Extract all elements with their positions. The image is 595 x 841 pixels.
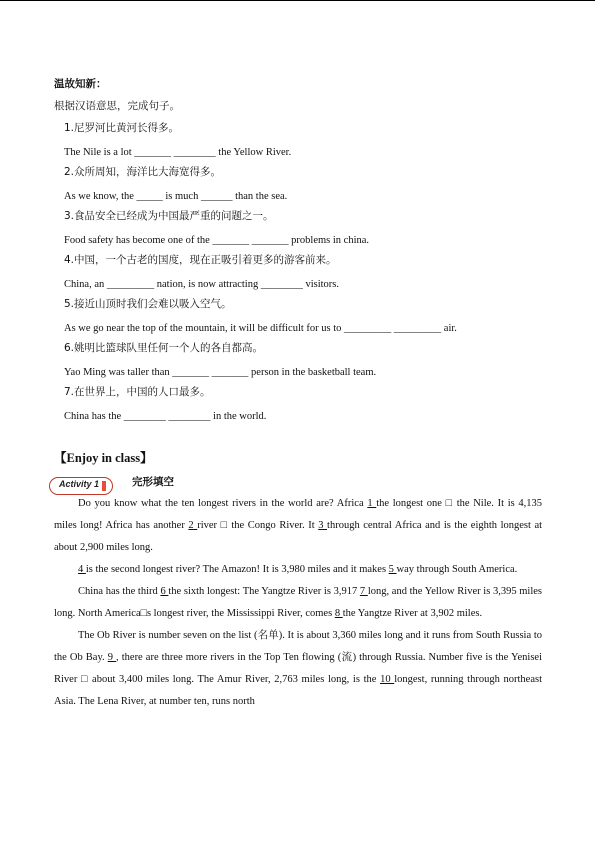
text-run: Do you know what the ten longest rivers in the world are? Africa <box>78 498 368 509</box>
item-5-en: As we go near the top of the mountain, it will be difficult for us to _________ _________ air. <box>64 323 457 334</box>
item-7-zh: 7.在世界上，中国的人口最多。 <box>64 386 211 398</box>
item-1-en: The Nile is a lot _______ ________ the Yellow River. <box>64 147 292 158</box>
text-run: the sixth longest: The Yangtze River is 3,917 <box>168 586 360 597</box>
text-run: The Ob River is number seven on the list (名单). It is about 3,360 miles long and it runs from South Russia to the Ob Bay. <box>54 630 542 663</box>
passage-paragraph-3 <box>54 581 542 625</box>
cloze-passage <box>54 493 542 713</box>
item-6-en: Yao Ming was taller than _______ _______ person in the basketball team. <box>64 367 377 378</box>
item-4-en: China, an _________ nation, is now attracting ________ visitors. <box>64 279 340 290</box>
passage-paragraph-1 <box>54 493 542 559</box>
review-instruction: 根据汉语意思，完成句子。 <box>54 100 180 112</box>
text-run: China has the third <box>78 586 161 597</box>
blank-7: 7 <box>359 586 368 597</box>
item-1-zh: 1.尼罗河比黄河长得多。 <box>64 122 180 134</box>
item-3-en: Food safety has become one of the _______ _______ problems in china. <box>64 235 370 246</box>
blank-4: 4 <box>78 564 86 575</box>
text-run: river □ the Congo River. It <box>197 520 319 531</box>
text-run: through central Africa and is the eighth longest at about 2,900 miles long. <box>54 520 543 553</box>
blank-8: 8 <box>334 608 343 619</box>
blank-9: 9 <box>107 652 117 663</box>
passage-paragraph-2 <box>54 559 542 581</box>
item-3-zh: 3.食品安全已经成为中国最严重的问题之一。 <box>64 210 274 222</box>
item-4-zh: 4.中国，一个古老的国度，现在正吸引着更多的游客前来。 <box>64 254 337 266</box>
text-run: the longest one □ the Nile. It is 4,135 miles long! Africa has another <box>54 498 543 531</box>
text-run: , there are three more rivers in the Top Ten flowing (流) through Russia. Number five is the Yenisei River □ about 3,400 miles long. The Amur River, 2,763 miles long, is the <box>54 652 542 685</box>
item-2-zh: 2.众所周知，海洋比大海宽得多。 <box>64 166 222 178</box>
text-run: longest, running through northeast Asia. The Lena River, at number ten, runs north <box>54 674 542 707</box>
item-7-en: China has the ________ ________ in the world. <box>64 411 267 422</box>
blank-6: 6 <box>160 586 169 597</box>
blank-2: 2 <box>188 520 198 531</box>
blank-3: 3 <box>318 520 328 531</box>
activity-title: 完形填空 <box>132 476 174 488</box>
passage-paragraph-4 <box>54 625 542 713</box>
item-6-zh: 6.姚明比篮球队里任何一个人的各自都高。 <box>64 342 264 354</box>
blank-1: 1 <box>367 498 377 509</box>
text-run: way through South America. <box>396 564 518 575</box>
top-rule <box>0 0 595 1</box>
item-2-en: As we know, the _____ is much ______ than the sea. <box>64 191 288 202</box>
activity-badge-label: Activity 1 <box>59 479 100 489</box>
enjoy-heading: 【Enjoy in class】 <box>54 451 153 465</box>
review-heading: 温故知新： <box>54 78 107 90</box>
blank-10: 10 <box>380 674 395 685</box>
text-run: is the second longest river? The Amazon! It is 3,980 miles and it makes <box>85 564 389 575</box>
text-run: long, and the Yellow River is 3,395 miles long. North America□s longest river, the Mississippi River, comes <box>54 586 542 619</box>
badge-marker-icon <box>102 481 106 491</box>
blank-5: 5 <box>388 564 397 575</box>
item-5-zh: 5.接近山顶时我们会难以吸入空气。 <box>64 298 232 310</box>
text-run: the Yangtze River at 3,902 miles. <box>342 608 483 619</box>
